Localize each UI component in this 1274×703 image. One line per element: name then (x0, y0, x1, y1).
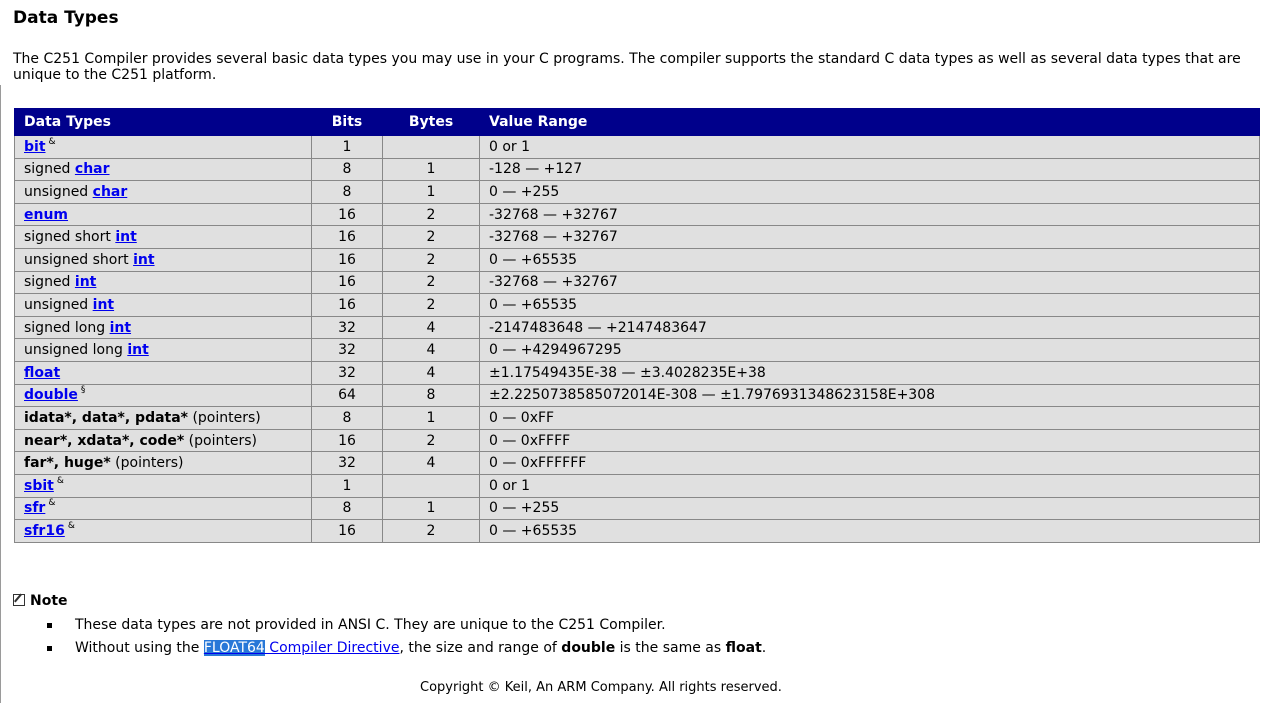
type-link-float[interactable]: float (24, 364, 61, 381)
type-link-bit[interactable]: bit (24, 138, 46, 155)
cell-data-type (15, 158, 312, 181)
cell-value-range: 0 — 0xFF (480, 407, 1260, 430)
cell-bytes: 4 (383, 452, 480, 475)
table-row (15, 271, 1260, 294)
cell-data-type (15, 452, 312, 475)
table-row (15, 316, 1260, 339)
cell-bits: 32 (312, 452, 383, 475)
float64-highlighted-text: FLOAT64 (203, 640, 265, 656)
page-title: Data Types (13, 8, 119, 28)
cell-value-range: 0 — +4294967295 (480, 339, 1260, 362)
type-link-char[interactable]: char (92, 183, 128, 200)
cell-bytes: 8 (383, 384, 480, 407)
cell-data-type (15, 429, 312, 452)
header-value-range: Value Range (480, 109, 1260, 136)
type-link-sfr16[interactable]: sfr16 (24, 522, 65, 539)
note-item-2-text-start: Without using the (75, 640, 204, 656)
cell-bits: 16 (312, 271, 383, 294)
copyright-footer: Copyright © Keil, An ARM Company. All rights reserved. (420, 680, 782, 695)
cell-bytes (383, 136, 480, 159)
cell-bytes (383, 474, 480, 497)
cell-bits: 16 (312, 294, 383, 317)
cell-bits: 32 (312, 316, 383, 339)
cell-bytes: 1 (383, 497, 480, 520)
table-row (15, 361, 1260, 384)
cell-bytes: 1 (383, 158, 480, 181)
cell-data-type (15, 203, 312, 226)
cell-bytes: 2 (383, 248, 480, 271)
cell-value-range: 0 — 0xFFFFFF (480, 452, 1260, 475)
cell-bytes: 4 (383, 339, 480, 362)
table-row (15, 497, 1260, 520)
cell-bytes: 2 (383, 271, 480, 294)
cell-bits: 16 (312, 203, 383, 226)
note-item-1-text: These data types are not provided in ANSI C. They are unique to the C251 Compiler. (75, 617, 666, 633)
header-bytes: Bytes (383, 109, 480, 136)
table-row (15, 248, 1260, 271)
table-row (15, 429, 1260, 452)
intro-paragraph: The C251 Compiler provides several basic data types you may use in your C programs. The compiler supports the standard C data types as well as several data types that are unique to the C251 platform. (13, 51, 1241, 83)
cell-data-type (15, 271, 312, 294)
cell-bits: 1 (312, 474, 383, 497)
footnote-marker: & (56, 475, 64, 486)
table-row (15, 226, 1260, 249)
type-prefix: unsigned (24, 296, 93, 313)
table-row (15, 181, 1260, 204)
cell-bytes: 1 (383, 181, 480, 204)
note-item (37, 615, 766, 638)
note-item (37, 638, 766, 661)
cell-data-type (15, 474, 312, 497)
type-link-int[interactable]: int (109, 319, 132, 336)
cell-value-range: -2147483648 — +2147483647 (480, 316, 1260, 339)
table-header-row (15, 109, 1260, 136)
float64-directive-link[interactable] (204, 640, 400, 656)
pointer-type-bold: far*, huge* (24, 455, 111, 472)
note-title-text: Note (30, 593, 68, 609)
cell-value-range: 0 — +65535 (480, 294, 1260, 317)
type-link-enum[interactable]: enum (24, 206, 69, 223)
data-types-table (14, 108, 1260, 543)
pointer-suffix: (pointers) (188, 409, 261, 426)
cell-data-type (15, 136, 312, 159)
left-border (0, 85, 1, 703)
cell-value-range: ±1.17549435E-38 — ±3.4028235E+38 (480, 361, 1260, 384)
type-prefix: signed short (24, 229, 116, 246)
footnote-marker: & (48, 136, 56, 147)
note-item-2-text-mid: , the size and range of (399, 640, 562, 656)
cell-bytes: 2 (383, 429, 480, 452)
pointer-type-bold: idata*, data*, pdata* (24, 409, 188, 426)
pointer-suffix: (pointers) (184, 432, 257, 449)
cell-bits: 64 (312, 384, 383, 407)
cell-bytes: 4 (383, 316, 480, 339)
cell-value-range: ±2.2250738585072014E-308 — ±1.7976931348623158E+308 (480, 384, 1260, 407)
cell-bits: 16 (312, 520, 383, 543)
type-prefix: signed (24, 161, 75, 178)
table-row (15, 203, 1260, 226)
type-link-int[interactable]: int (115, 229, 137, 246)
cell-bits: 1 (312, 136, 383, 159)
cell-data-type (15, 226, 312, 249)
cell-data-type (15, 520, 312, 543)
cell-bytes: 2 (383, 226, 480, 249)
type-link-int[interactable]: int (74, 274, 97, 291)
cell-bytes: 4 (383, 361, 480, 384)
cell-value-range: -128 — +127 (480, 158, 1260, 181)
cell-value-range: 0 — +65535 (480, 248, 1260, 271)
type-link-char[interactable]: char (74, 161, 110, 178)
table-row (15, 407, 1260, 430)
cell-data-type (15, 294, 312, 317)
type-link-int[interactable]: int (133, 251, 155, 268)
double-bold: double (561, 640, 616, 656)
cell-value-range: -32768 — +32767 (480, 203, 1260, 226)
cell-data-type (15, 181, 312, 204)
cell-data-type (15, 384, 312, 407)
table-row (15, 474, 1260, 497)
cell-value-range: -32768 — +32767 (480, 271, 1260, 294)
footnote-marker: & (48, 498, 56, 509)
cell-value-range: 0 — +65535 (480, 520, 1260, 543)
table-row (15, 520, 1260, 543)
cell-data-type (15, 497, 312, 520)
cell-bytes: 2 (383, 203, 480, 226)
note-list (37, 615, 766, 661)
cell-value-range: 0 — 0xFFFF (480, 429, 1260, 452)
directive-link-rest: Compiler Directive (264, 640, 400, 656)
float-bold: float (725, 640, 762, 656)
footnote-marker: § (80, 385, 86, 396)
type-link-double[interactable]: double (24, 387, 78, 404)
cell-bits: 8 (312, 497, 383, 520)
cell-bytes: 1 (383, 407, 480, 430)
type-prefix: unsigned long (24, 342, 128, 359)
cell-data-type (15, 316, 312, 339)
cell-bytes: 2 (383, 520, 480, 543)
type-link-int[interactable]: int (127, 342, 149, 359)
footnote-marker: & (67, 520, 75, 531)
type-prefix: signed long (24, 319, 110, 336)
cell-bits: 16 (312, 248, 383, 271)
note-item-2-text-end: . (761, 640, 767, 656)
note-item-2-text-mid2: is the same as (615, 640, 726, 656)
table-body (15, 136, 1260, 543)
header-data-types: Data Types (15, 109, 312, 136)
cell-bits: 16 (312, 429, 383, 452)
cell-data-type (15, 361, 312, 384)
cell-bits: 32 (312, 361, 383, 384)
table-row (15, 136, 1260, 159)
cell-data-type (15, 407, 312, 430)
cell-data-type (15, 339, 312, 362)
cell-bytes: 2 (383, 294, 480, 317)
note-pencil-icon (13, 594, 25, 606)
type-prefix: unsigned (24, 183, 93, 200)
cell-value-range: 0 — +255 (480, 181, 1260, 204)
cell-bits: 32 (312, 339, 383, 362)
cell-value-range: 0 — +255 (480, 497, 1260, 520)
cell-bits: 8 (312, 181, 383, 204)
pointer-type-bold: near*, xdata*, code* (24, 432, 185, 449)
type-link-sbit[interactable]: sbit (24, 477, 54, 494)
type-link-sfr[interactable]: sfr (24, 500, 46, 517)
cell-value-range: 0 or 1 (480, 474, 1260, 497)
cell-value-range: -32768 — +32767 (480, 226, 1260, 249)
header-bits: Bits (312, 109, 383, 136)
table-row (15, 294, 1260, 317)
note-heading (13, 593, 68, 609)
type-prefix: signed (24, 274, 75, 291)
table-row (15, 158, 1260, 181)
cell-bits: 8 (312, 158, 383, 181)
pointer-suffix: (pointers) (110, 455, 184, 472)
cell-data-type (15, 248, 312, 271)
type-prefix: unsigned short (24, 251, 134, 268)
table-row (15, 339, 1260, 362)
table-row (15, 452, 1260, 475)
cell-bits: 16 (312, 226, 383, 249)
cell-value-range: 0 or 1 (480, 136, 1260, 159)
table-row (15, 384, 1260, 407)
cell-bits: 8 (312, 407, 383, 430)
type-link-int[interactable]: int (92, 296, 115, 313)
